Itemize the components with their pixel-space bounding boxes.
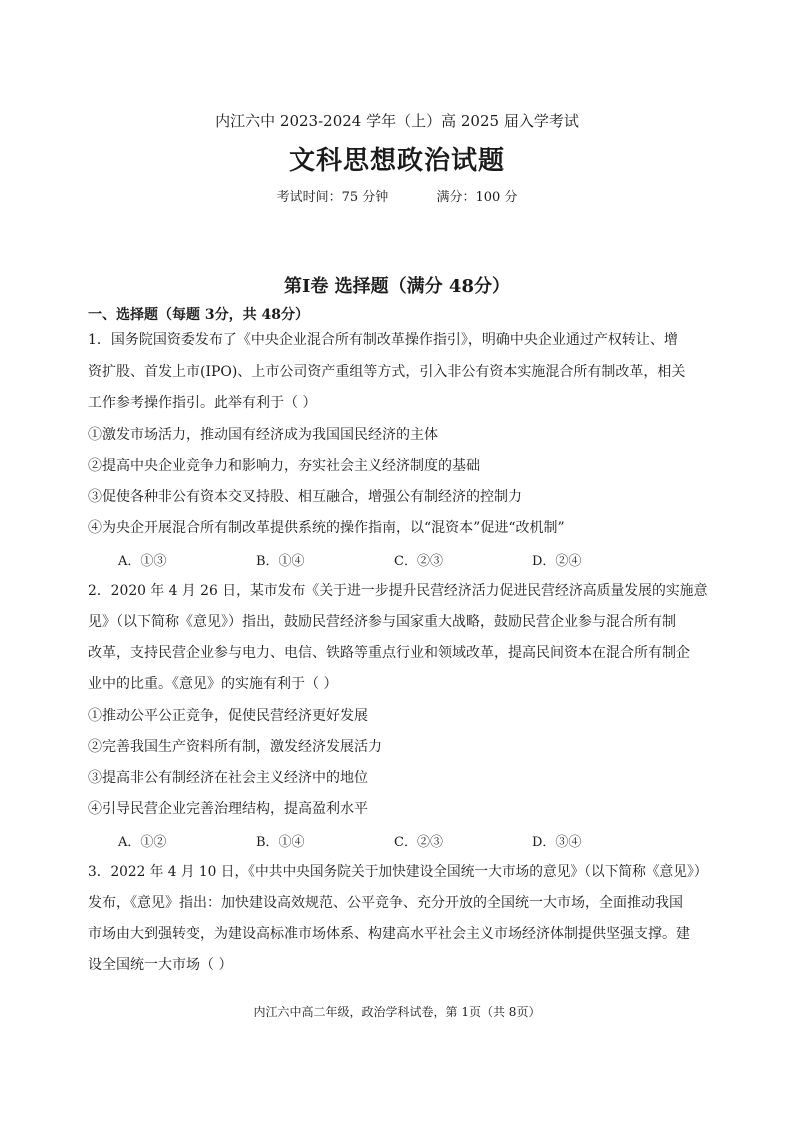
full-score: 满分：100 分 [436,190,518,205]
q1-stem-line-3: 工作参考操作指引。此举有利于（ ） [88,395,317,411]
part-heading: 一、选择题（每题 3分，共 48分） [88,307,309,323]
q2-option-d: D．③④ [532,835,582,850]
q2-stem-line-1: 2．2020 年 4 月 26 日，某市发布《关于进一步提升民营经济活力促进民营经济高质量发展的实施意 [88,583,708,599]
q2-option-a: A．①② [118,835,167,850]
q2-item-4: ④引导民营企业完善治理结构，提高盈利水平 [88,801,368,817]
q3-stem-line-3: 市场由大到强转变，为建设高标准市场体系、构建高水平社会主义市场经济体制提供坚强支撑。建 [88,926,690,942]
q2-option-b: B．①④ [256,835,305,850]
q2-stem-line-3: 改革，支持民营企业参与电力、电信、铁路等重点行业和领域改革，提高民间资本在混合所有制企 [88,645,690,661]
q1-option-b: B．①④ [256,554,305,569]
q2-item-2: ②完善我国生产资料所有制，激发经济发展活力 [88,739,382,755]
q2-stem-line-2: 见》（以下简称《意见》）指出，鼓励民营经济参与国家重大战略，鼓励民营企业参与混合所有制 [88,614,676,630]
q2-item-3: ③提高非公有制经济在社会主义经济中的地位 [88,770,368,786]
q1-item-3: ③促使各种非公有资本交叉持股、相互融合，增强公有制经济的控制力 [88,489,522,505]
q3-stem-line-4: 设全国统一大市场（ ） [88,957,233,973]
school-line: 内江六中 2023-2024 学年（上）高 2025 届入学考试 [215,112,579,130]
q1-option-d: D．②④ [532,554,582,569]
q1-options [118,550,670,569]
q3-stem-line-2: 发布，《意见》指出：加快建设高效规范、公平竞争、充分开放的全国统一大市场，全面推动我国 [88,895,683,911]
q1-stem-line-2: 资扩股、首发上市(IPO)、上市公司资产重组等方式，引入非公有资本实施混合所有制改革，相关 [88,364,686,380]
exam-time: 考试时间：75 分钟 [276,190,389,205]
q1-option-c: C．②③ [394,554,443,569]
section-title: 第Ⅰ卷 选择题（满分 48分） [283,276,510,297]
q2-item-1: ①推动公平公正竞争，促使民营经济更好发展 [88,708,368,724]
page-footer: 内江六中高二年级，政治学科试卷，第 1页（共 8页） [253,1005,541,1019]
q1-option-a: A．①③ [118,554,167,569]
q2-options [118,831,670,850]
q1-item-1: ①激发市场活力，推动国有经济成为我国国民经济的主体 [88,427,438,443]
exam-meta [0,186,794,205]
q1-stem-line-1: 1．国务院国资委发布了《中央企业混合所有制改革操作指引》，明确中央企业通过产权转让、增 [88,332,678,348]
q3-stem-line-1: 3．2022 年 4 月 10 日，《中共中央国务院关于加快建设全国统一大市场的意见》（以下简称《意见》） [88,864,708,880]
q1-item-2: ②提高中央企业竞争力和影响力，夯实社会主义经济制度的基础 [88,458,480,474]
q2-option-c: C．②③ [394,835,443,850]
q1-item-4: ④为央企开展混合所有制改革提供系统的操作指南，以“混资本”促进“改机制” [88,520,565,536]
exam-title: 文科思想政治试题 [288,146,505,176]
q2-stem-line-4: 业中的比重。《意见》的实施有利于（ ） [88,676,338,692]
